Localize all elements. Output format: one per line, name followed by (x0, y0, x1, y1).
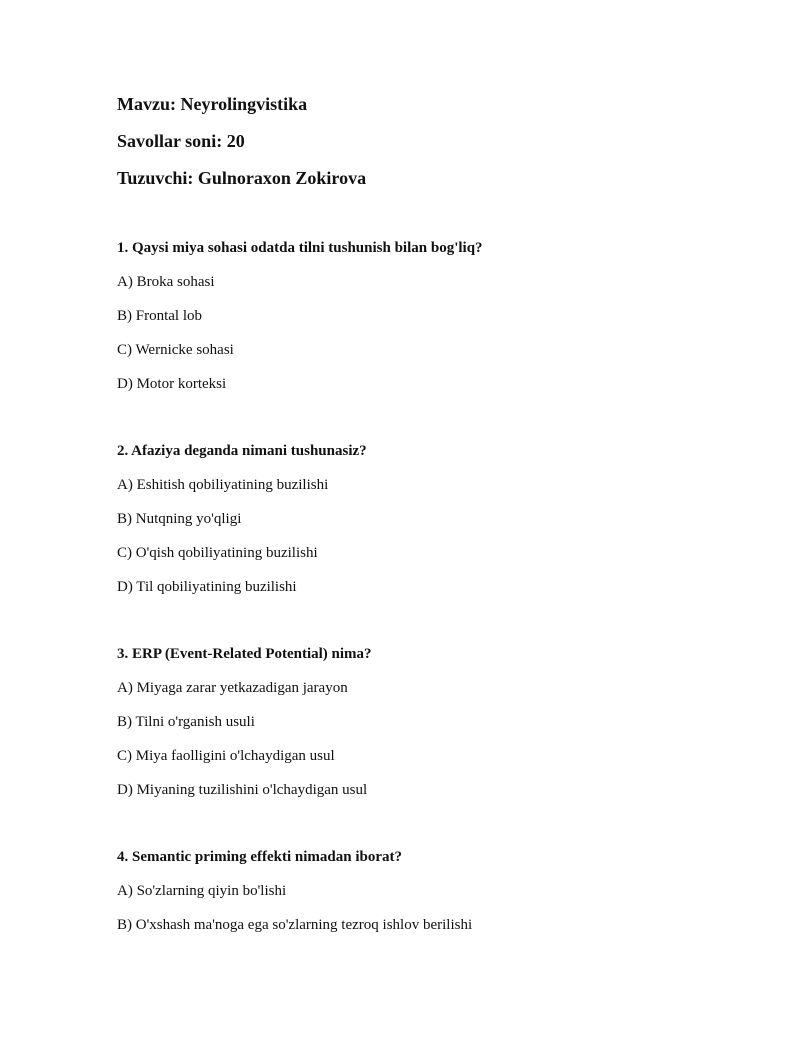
topic-heading: Mavzu: Neyrolingvistika (117, 94, 308, 114)
question-count-heading: Savollar soni: 20 (117, 131, 245, 151)
question-list (117, 238, 757, 1050)
option-b: B) O'xshash ma'noga ega so'zlarning tezroq ishlov berilishi (117, 917, 473, 933)
question-text: 4. Semantic priming effekti nimadan iborat? (117, 849, 402, 865)
option-b: B) Nutqning yo'qligi (117, 511, 242, 527)
option-a: A) Eshitish qobiliyatining buzilishi (117, 477, 329, 493)
option-a: A) Miyaga zarar yetkazadigan jarayon (117, 680, 348, 696)
question-1 (117, 238, 757, 441)
option-b: B) Tilni o'rganish usuli (117, 714, 255, 730)
option-a: A) Broka sohasi (117, 274, 215, 290)
author-heading: Tuzuvchi: Gulnoraxon Zokirova (117, 168, 367, 188)
option-c: C) O'qish qobiliyatining buzilishi (117, 545, 318, 561)
option-c: C) Wernicke sohasi (117, 342, 234, 358)
option-c: C) Miya faolligini o'lchaydigan usul (117, 748, 335, 764)
option-d: D) Miyaning tuzilishini o'lchaydigan usul (117, 782, 368, 798)
option-d: D) Til qobiliyatining buzilishi (117, 579, 297, 595)
document-header (117, 92, 717, 203)
question-text: 3. ERP (Event-Related Potential) nima? (117, 646, 372, 662)
question-text: 2. Afaziya deganda nimani tushunasiz? (117, 443, 367, 459)
option-d: D) Motor korteksi (117, 376, 227, 392)
option-a: A) So'zlarning qiyin bo'lishi (117, 883, 287, 899)
option-b: B) Frontal lob (117, 308, 202, 324)
question-4 (117, 847, 757, 1050)
question-2 (117, 441, 757, 644)
question-text: 1. Qaysi miya sohasi odatda tilni tushunish bilan bog'liq? (117, 240, 483, 256)
question-3 (117, 644, 757, 847)
